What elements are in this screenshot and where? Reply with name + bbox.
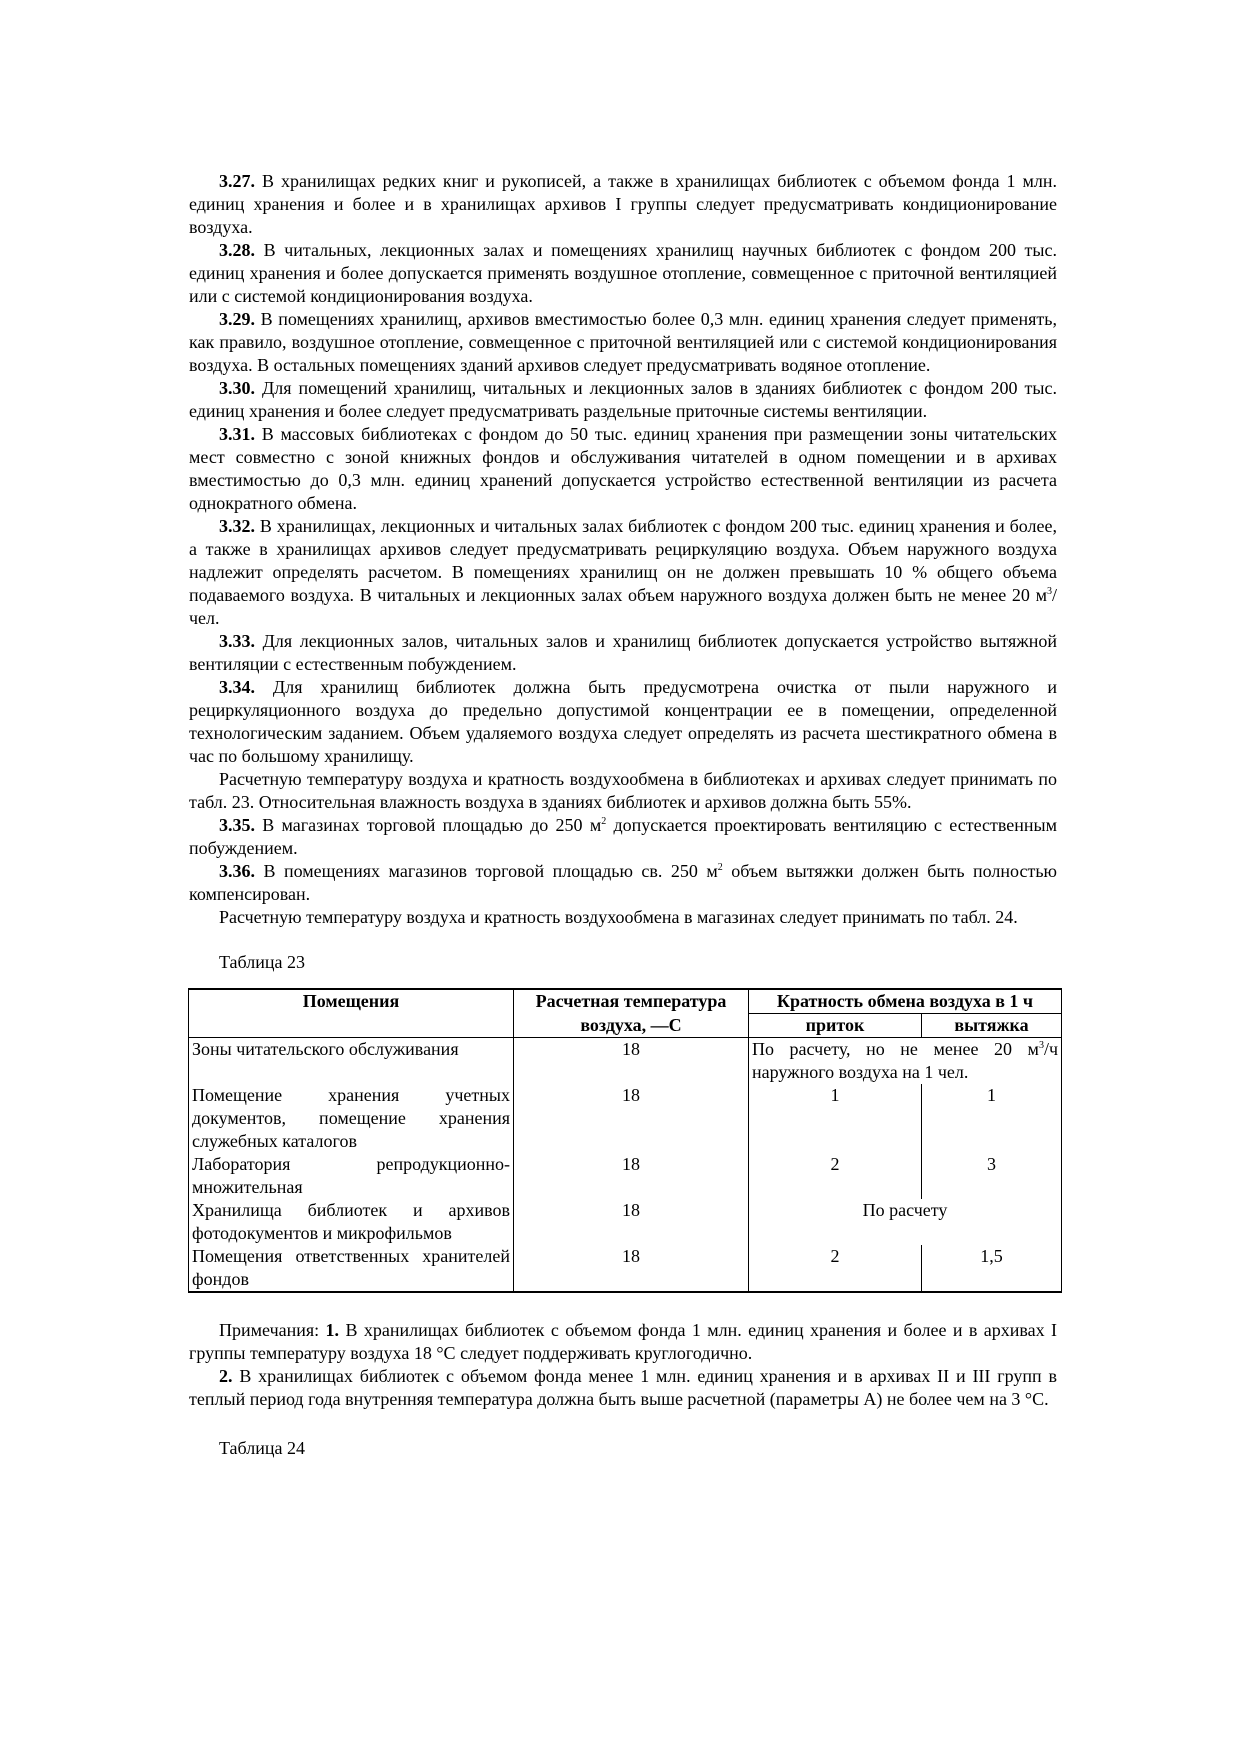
clause-3-34 (189, 676, 1057, 768)
note-prefix: Примечания: (219, 1320, 326, 1340)
note-number: 2. (219, 1366, 233, 1386)
exchange-text-tail: /ч наружного воздуха на 1 чел. (752, 1039, 1058, 1082)
exhaust-cell: 1 (922, 1084, 1062, 1153)
clause-text: В хранилищах редких книг и рукописей, а также в хранилищах библиотек с объемом фонда 1 млн. единиц хранения и более и в хранилищах архивов I группы следует предусматривать кондиционирование воздуха. (189, 171, 1057, 237)
clause-text: В читальных, лекционных залах и помещениях хранилищ научных библиотек с фондом 200 тыс. единиц хранения и более допускается применять воздушное отопление, совмещенное с приточной вентиляцией или с системой кондиционирования воздуха. (189, 240, 1057, 306)
table-23-caption: Таблица 23 (219, 952, 305, 972)
clause-3-28 (189, 239, 1057, 308)
clause-3-29 (189, 308, 1057, 377)
clause-text-tail: объем вытяжки должен быть полностью компенсирован. (189, 861, 1057, 904)
superscript: 2 (717, 862, 723, 873)
temperature-cell: 18 (514, 1084, 749, 1153)
clause-text: В магазинах торговой площадью до 250 м (255, 815, 602, 835)
table-row (189, 1245, 1062, 1292)
clause-3-35 (189, 814, 1057, 860)
exhaust-cell: 1,5 (922, 1245, 1062, 1292)
table-row (189, 1038, 1062, 1085)
clause-text: Расчетную температуру воздуха и кратность воздухообмена в магазинах следует принимать по табл. 24. (219, 907, 1018, 927)
document-page (189, 170, 1057, 1474)
room-cell: Помещения ответственных хранителей фондов (189, 1245, 514, 1292)
clause-text: В массовых библиотеках с фондом до 50 тыс. единиц хранения при размещении зоны читательских мест совместно с зоной книжных фондов и обслуживания читателей в одном помещении и в архивах вместимостью до 0,3 млн. единиц хранений допускается устройство естественной вентиляции из расчета однократного обмена. (189, 424, 1057, 513)
exhaust-cell: 3 (922, 1153, 1062, 1199)
clause-number: 3.29. (219, 309, 255, 329)
note-number: 1. (325, 1320, 340, 1340)
clause-3-36-continued (189, 906, 1057, 929)
table-24-caption: Таблица 24 (219, 1438, 305, 1458)
clause-number: 3.35. (219, 815, 255, 835)
clause-3-27 (189, 170, 1057, 239)
clause-text: Расчетную температуру воздуха и кратность воздухообмена в библиотеках и архивах следует принимать по табл. 23. Относительная влажность воздуха в зданиях библиотек и архивов должна быть 55%. (189, 769, 1057, 812)
table-23 (188, 988, 1062, 1293)
clause-number: 3.32. (219, 516, 255, 536)
clause-number: 3.36. (219, 861, 255, 881)
clause-text: В помещениях магазинов торговой площадью св. 250 м (255, 861, 718, 881)
exchange-merged-cell: По расчету (749, 1199, 1062, 1245)
temperature-cell: 18 (514, 1038, 749, 1085)
header-exhaust: вытяжка (922, 1014, 1062, 1038)
header-exchange: Кратность обмена воздуха в 1 ч (749, 989, 1062, 1014)
clause-3-34-continued (189, 768, 1057, 814)
header-rooms: Помещения (189, 989, 514, 1038)
header-supply: приток (749, 1014, 922, 1038)
clause-number: 3.31. (219, 424, 255, 444)
room-cell: Помещение хранения учетных документов, помещение хранения служебных каталогов (189, 1084, 514, 1153)
exchange-text: По расчету, но не менее 20 м (752, 1039, 1039, 1059)
clause-text: Для лекционных залов, читальных залов и хранилищ библиотек допускается устройство вытяжной вентиляции с естественным побуждением. (189, 631, 1057, 674)
room-cell: Лаборатория репродукционно-множительная (189, 1153, 514, 1199)
clause-text-tail: допускается проектировать вентиляцию с естественным побуждением. (189, 815, 1057, 858)
table-row (189, 1199, 1062, 1245)
clause-number: 3.30. (219, 378, 255, 398)
clause-3-36 (189, 860, 1057, 906)
clause-number: 3.33. (219, 631, 255, 651)
supply-cell: 2 (749, 1245, 922, 1292)
header-temperature-line1: Расчетная температура (514, 989, 749, 1014)
clause-3-30 (189, 377, 1057, 423)
clause-number: 3.27. (219, 171, 255, 191)
clause-3-32 (189, 515, 1057, 630)
clause-text: В помещениях хранилищ, архивов вместимостью более 0,3 млн. единиц хранения следует применять, как правило, воздушное отопление, совмещенное с приточной вентиляцией или с системой кондиционирования воздуха. В остальных помещениях зданий архивов следует предусматривать водяное отопление. (189, 309, 1057, 375)
temperature-cell: 18 (514, 1245, 749, 1292)
note-2 (189, 1365, 1057, 1411)
clause-number: 3.34. (219, 677, 255, 697)
table-notes (189, 1319, 1057, 1411)
note-text: В хранилищах библиотек с объемом фонда 1 млн. единиц хранения и более и в архивах I группы температуру воздуха 18 °С следует поддерживать круглогодично. (189, 1320, 1057, 1363)
clause-text: Для помещений хранилищ, читальных и лекционных залов в зданиях библиотек с фондом 200 тыс. единиц хранения и более следует предусматривать раздельные приточные системы вентиляции. (189, 378, 1057, 421)
clause-list (189, 170, 1057, 929)
superscript: 3 (1046, 586, 1052, 597)
superscript: 3 (1038, 1040, 1044, 1051)
note-text: В хранилищах библиотек с объемом фонда менее 1 млн. единиц хранения и в архивах II и III групп в теплый период года внутренняя температура должна быть выше расчетной (параметры А) не более чем на 3 °С. (189, 1366, 1057, 1409)
clause-3-33 (189, 630, 1057, 676)
supply-cell: 1 (749, 1084, 922, 1153)
table-row (189, 1084, 1062, 1153)
clause-text: В хранилищах, лекционных и читальных залах библиотек с фондом 200 тыс. единиц хранения и более, а также в хранилищах архивов следует предусматривать рециркуляцию воздуха. Объем наружного воздуха надлежит определять расчетом. В помещениях хранилищ он не должен превышать 10 % общего объема подаваемого воздуха. В читальных и лекционных залах объем наружного воздуха должен быть не менее 20 м (189, 516, 1057, 605)
temperature-cell: 18 (514, 1153, 749, 1199)
table-row (189, 1153, 1062, 1199)
clause-3-31 (189, 423, 1057, 515)
exchange-merged-cell (749, 1038, 1062, 1085)
room-cell: Хранилища библиотек и архивов фотодокументов и микрофильмов (189, 1199, 514, 1245)
clause-text: Для хранилищ библиотек должна быть предусмотрена очистка от пыли наружного и рециркуляционного воздуха до предельно допустимой концентрации ее в помещении, определенной технологическим заданием. Объем удаляемого воздуха следует определять из расчета шестикратного обмена в час по большому хранилищу. (189, 677, 1057, 766)
temperature-cell: 18 (514, 1199, 749, 1245)
header-temperature-line2: воздуха, —С (514, 1014, 749, 1038)
supply-cell: 2 (749, 1153, 922, 1199)
clause-number: 3.28. (219, 240, 255, 260)
room-cell: Зоны читательского обслуживания (189, 1038, 514, 1085)
clause-text-tail: /чел. (189, 585, 1057, 628)
superscript: 2 (601, 816, 607, 827)
note-1 (189, 1319, 1057, 1365)
